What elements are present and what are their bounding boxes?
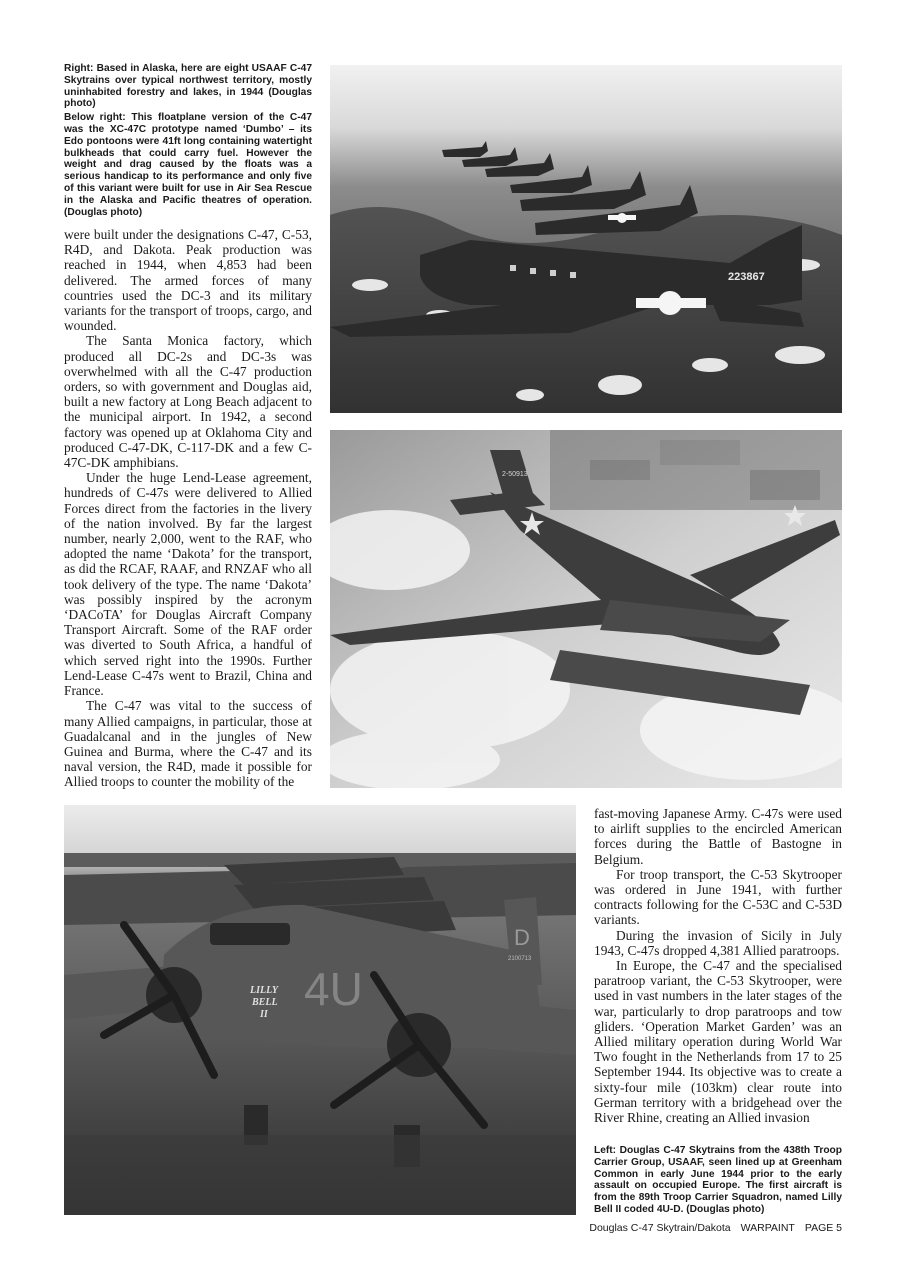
nose-art-line: BELL [252,997,278,1008]
paragraph: Under the huge Lend-Lease agreement, hundreds of C-47s were delivered to Allied Forces direct from the factories in the livery of the nation involved. By far the largest number, nearly 2,000, went to the RAF, who adopted the name ‘Dakota’ for the transport, as did the RCAF, RAAF, and RNZAF who all took delivery of the type. The name ‘Dakota’ was possibly inspired by the acronym ‘DACoTA’ for Douglas Aircraft Company Transport Aircraft. Some of the RAF order was diverted to South Africa, a handful of which served right into the 1990s. Further Lend-Lease C-47s went to Brazil, China and France. [64,470,312,699]
paragraph: were built under the designations C-47, C-53, R4D, and Dakota. Peak production was reached in 1944, when 4,853 had been delivered. The armed forces of many countries used the DC-3 and its military variants for the transport of troops, cargo, and wounded. [64,227,312,334]
photo-floatplane-dumbo [330,430,842,788]
tail-letter: D [514,925,530,950]
body-column-2 [594,806,842,1125]
caption-below-right: Below right: This floatplane version of the C-47 was the XC-47C prototype named ‘Dumbo’ – its Edo pontoons were 41ft long containing watertight bulkheads that could carry fuel. However the weight and drag caused by the floats was a serious handicap to its performance and only five of this variant were built for use in Air Sea Rescue in the Alaska and Pacific theatres of operation. (Douglas photo) [64,112,312,218]
serial-number: 223867 [728,271,765,283]
page-footer [570,1222,842,1234]
caption-left [594,1145,842,1218]
paragraph: During the invasion of Sicily in July 1943, C-47s dropped 4,381 Allied paratroops. [594,927,842,958]
page-number: PAGE 5 [804,1222,842,1234]
nose-art-line: LILLY [250,985,278,996]
tail-serial: 2100713 [508,956,532,962]
paragraph: For troop transport, the C-53 Skytrooper was ordered in June 1941, with further contracts following for the C-53C and C-53D variants. [594,866,842,928]
caption-block-top [64,63,312,220]
photo-alaska-formation [330,65,842,413]
body-column-1 [64,227,312,790]
serial-number: 2-50913 [502,471,528,478]
photo-greenham-common [64,805,576,1215]
caption-right: Right: Based in Alaska, here are eight USAAF C-47 Skytrains over typical northwest territory, mostly uninhabited forestry and lakes, in 1944 (Douglas photo) [64,63,312,110]
footer-series: WARPAINT [740,1222,795,1234]
aircraft-code: 4U [304,963,363,1015]
caption-left-text: Left: Douglas C-47 Skytrains from the 438th Troop Carrier Group, USAAF, seen lined up at Greenham Common in early June 1944 prior to the early assault on occupied Europe. The first aircraft is from the 89th Troop Carrier Squadron, named Lilly Bell II coded 4U-D. (Douglas photo) [594,1145,842,1215]
paragraph: The Santa Monica factory, which produced all DC-2s and DC-3s was overwhelmed with all the C-47 production orders, so with government and Douglas aid, built a new factory at Long Beach adjacent to the municipal airport. In 1942, a second factory was opened up at Oklahoma City and produced C-47-DK, C-117-DK and a few C-47C-DK amphibians. [64,333,312,471]
nose-art-line: II [260,1009,268,1020]
paragraph: The C-47 was vital to the success of many Allied campaigns, in particular, those at Guadalcanal and in the jungles of New Guinea and Burma, where the C-47 and its naval version, the R4D, made it possible for Allied troops to counter the mobility of the [64,698,312,790]
paragraph: fast-moving Japanese Army. C-47s were used to airlift supplies to the encircled American forces during the Battle of Bastogne in Belgium. [594,806,842,867]
footer-title: Douglas C-47 Skytrain/Dakota [589,1222,731,1234]
paragraph: In Europe, the C-47 and the specialised paratroop variant, the C-53 Skytrooper, were used in vast numbers in the later stages of the war, particularly to drop paratroops and tow gliders. ‘Operation Market Garden’ was an Allied military operation during World War Two fought in the Netherlands from 17 to 25 September 1944. Its objective was to create a sixty-four mile (103km) clear route into German territory with a bridgehead over the River Rhine, creating an Allied invasion [594,958,842,1126]
